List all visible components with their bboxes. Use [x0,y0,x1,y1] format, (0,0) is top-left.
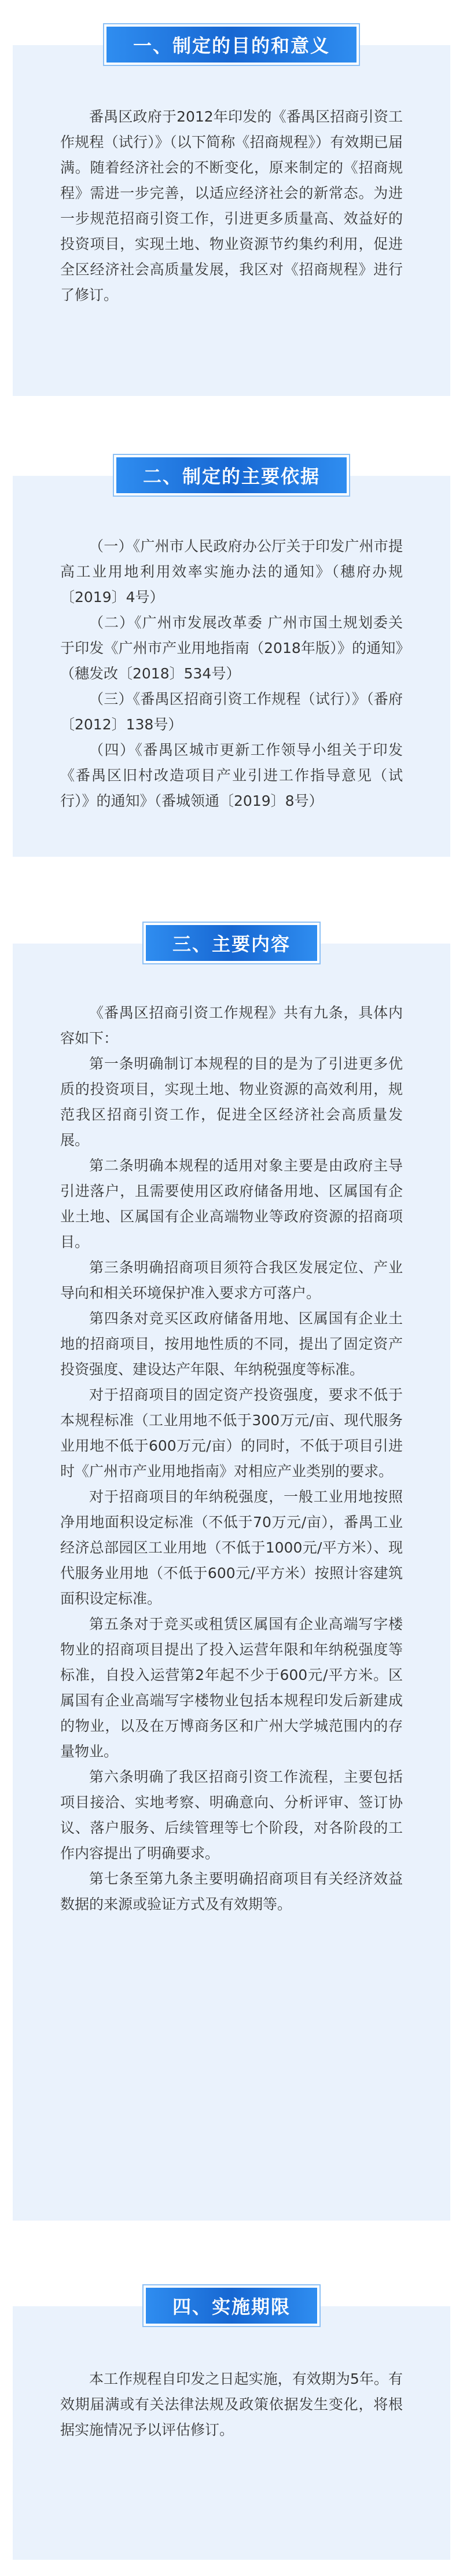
paragraph: 第二条明确本规程的适用对象主要是由政府主导引进落户，且需要使用区政府储备用地、区属国有企业土地、区属国有企业高端物业等政府资源的招商项目。 [60,1157,403,1250]
section-heading: 一、制定的目的和意义 [106,27,357,63]
paragraph: 《番禺区招商引资工作规程》共有九条，具体内容如下： [60,1004,403,1047]
paragraph: （二）《广州市发展改革委 广州市国土规划委关于印发《广州市产业用地指南（2018年版）》的通知》（穗发改〔2018〕534号） [60,614,403,682]
paragraph: 第四条对竞买区政府储备用地、区属国有企业土地的招商项目，按用地性质的不同，提出了固定资产投资强度、建设达产年限、年纳税强度等标准。 [60,1310,403,1378]
section-basis [13,465,450,857]
paragraph: 对于招商项目的固定资产投资强度，要求不低于本规程标准（工业用地不低于300万元/亩、现代服务业用地不低于600万元/亩）的同时，不低于项目引进时《广州市产业用地指南》对相应产业类别的要求。 [60,1386,403,1480]
section-main-content [13,933,450,2221]
section-implementation-period [13,2296,450,2560]
paragraph: 本工作规程自印发之日起实施，有效期为5年。有效期届满或有关法律法规及政策依据发生变化，将根据实施情况予以评估修订。 [60,2370,403,2438]
section-heading: 二、制定的主要依据 [116,457,347,493]
paragraph: 对于招商项目的年纳税强度，一般工业用地按照净用地面积设定标准（不低于70万元/亩），番禺工业经济总部园区工业用地（不低于1000元/平方米）、现代服务业用地（不低于600元/平方米）按照计容建筑面积设定标准。 [60,1488,403,1607]
paragraph: 第五条对于竞买或租赁区属国有企业高端写字楼物业的招商项目提出了投入运营年限和年纳税强度等标准，自投入运营第2年起不少于600元/平方米。区属国有企业高端写字楼物业包括本规程印发后新建成的物业，以及在万博商务区和广州大学城范围内的存量物业。 [60,1616,403,1760]
section-body [60,1000,403,1917]
paragraph: （一）《广州市人民政府办公厅关于印发广州市提高工业用地利用效率实施办法的通知》（穗府办规〔2019〕4号） [60,538,403,606]
paragraph: （四）《番禺区城市更新工作领导小组关于印发《番禺区旧村改造项目产业引进工作指导意见（试行）》的通知》（番城领通〔2019〕8号） [60,742,403,809]
paragraph: 第六条明确了我区招商引资工作流程，主要包括项目接洽、实地考察、明确意向、分析评审、签订协议、落户服务、后续管理等七个阶段，对各阶段的工作内容提出了明确要求。 [60,1768,403,1862]
section-body [60,104,403,308]
section-heading: 三、主要内容 [146,925,317,961]
paragraph: （三）《番禺区招商引资工作规程（试行）》（番府〔2012〕138号） [60,691,403,733]
section-body [60,2366,403,2443]
paragraph: 第三条明确招商项目须符合我区发展定位、产业导向和相关环境保护准入要求方可落户。 [60,1259,403,1301]
paragraph: 第七条至第九条主要明确招商项目有关经济效益数据的来源或验证方式及有效期等。 [60,1870,403,1913]
section-purpose [13,35,450,396]
section-body [60,534,403,814]
paragraph: 第一条明确制订本规程的目的是为了引进更多优质的投资项目，实现土地、物业资源的高效利用，规范我区招商引资工作，促进全区经济社会高质量发展。 [60,1055,403,1148]
section-heading: 四、实施期限 [146,2288,317,2324]
paragraph: 番禺区政府于2012年印发的《番禺区招商引资工作规程（试行）》（以下简称《招商规程》）有效期已届满。随着经济社会的不断变化，原来制定的《招商规程》需进一步完善，以适应经济社会的新常态。为进一步规范招商引资工作，引进更多质量高、效益好的投资项目，实现土地、物业资源节约集约利用，促进全区经济社会高质量发展，我区对《招商规程》进行了修订。 [60,108,403,303]
